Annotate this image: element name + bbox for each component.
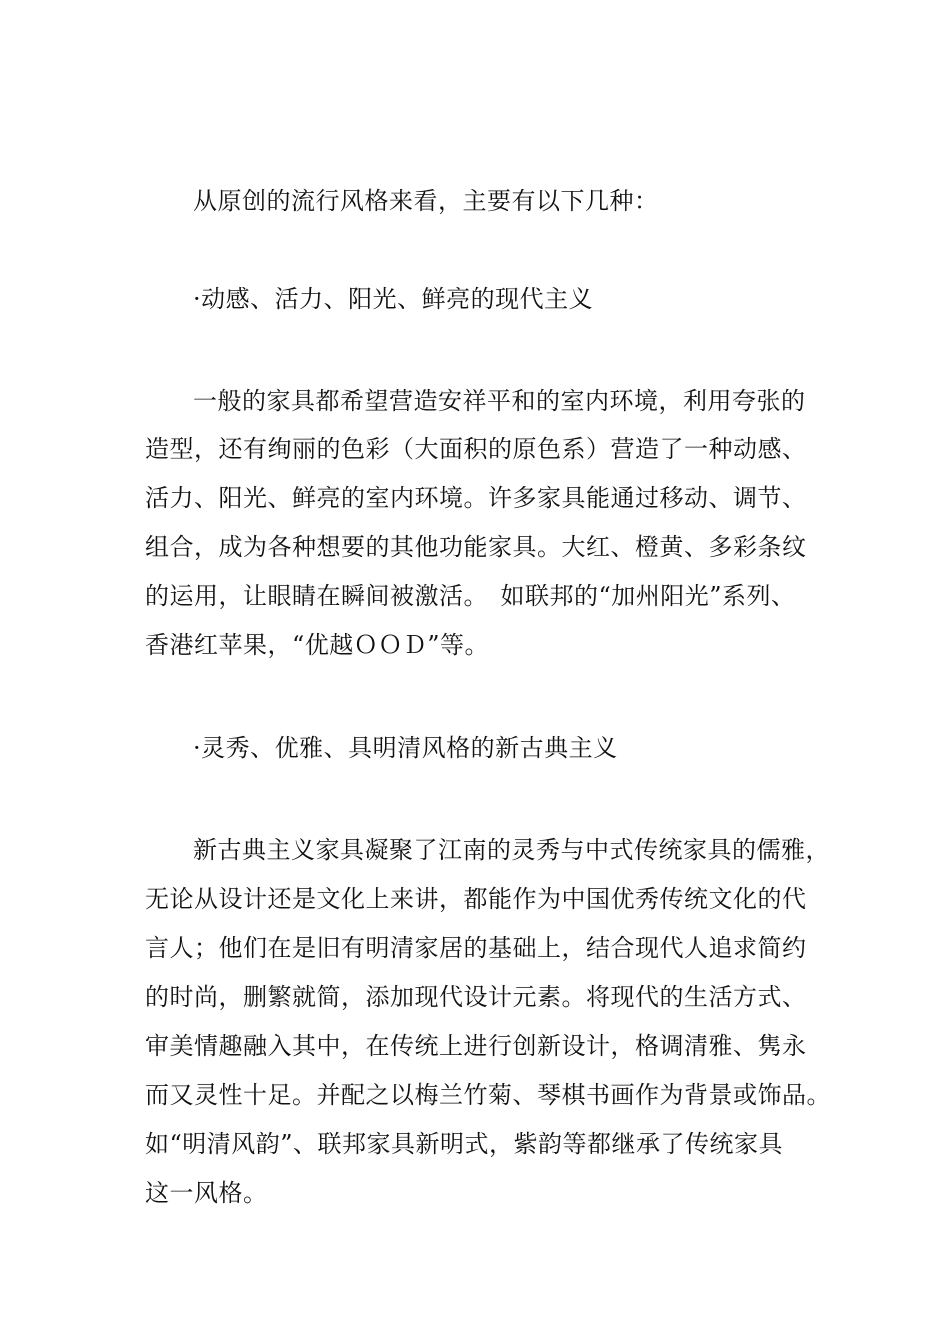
section2-line-1: 新古典主义家具凝聚了江南的灵秀与中式传统家具的儒雅， xyxy=(193,836,830,864)
section1-line-3: 活力、阳光、鲜亮的室内环境。许多家具能通过移动、调节、 xyxy=(145,484,807,512)
section1-line-2: 造型，还有绚丽的色彩（大面积的原色系）营造了一种动感、 xyxy=(145,435,807,463)
intro-paragraph: 从原创的流行风格来看，主要有以下几种： xyxy=(193,187,659,215)
section1-heading: ·动感、活力、阳光、鲜亮的现代主义 xyxy=(193,285,594,313)
section2-heading: ·灵秀、优雅、具明清风格的新古典主义 xyxy=(193,734,618,762)
section2-line-5: 审美情趣融入其中，在传统上进行创新设计，格调清雅、隽永 xyxy=(145,1032,807,1060)
section2-line-2: 无论从设计还是文化上来讲，都能作为中国优秀传统文化的代 xyxy=(145,885,807,913)
section1-line-1: 一般的家具都希望营造安祥平和的室内环境，利用夸张的 xyxy=(193,387,806,415)
section2-line-6: 而又灵性十足。并配之以梅兰竹菊、琴棋书画作为背景或饰品。 xyxy=(145,1081,831,1109)
section1-line-5: 的运用，让眼睛在瞬间被激活。 如联邦的“加州阳光”系列、 xyxy=(145,582,796,610)
section2-line-7: 如“明清风韵”、联邦家具新明式，紫韵等都继承了传统家具 xyxy=(145,1130,784,1158)
section2-line-4: 的时尚，删繁就简，添加现代设计元素。将现代的生活方式、 xyxy=(145,983,807,1011)
section1-line-6: 香港红苹果，“优越ＯＯＤ”等。 xyxy=(145,631,490,659)
section1-line-4: 组合，成为各种想要的其他功能家具。大红、橙黄、多彩条纹 xyxy=(145,533,807,561)
section2-line-3: 言人；他们在是旧有明清家居的基础上，结合现代人追求简约 xyxy=(145,934,807,962)
section2-line-8: 这一风格。 xyxy=(145,1179,268,1207)
